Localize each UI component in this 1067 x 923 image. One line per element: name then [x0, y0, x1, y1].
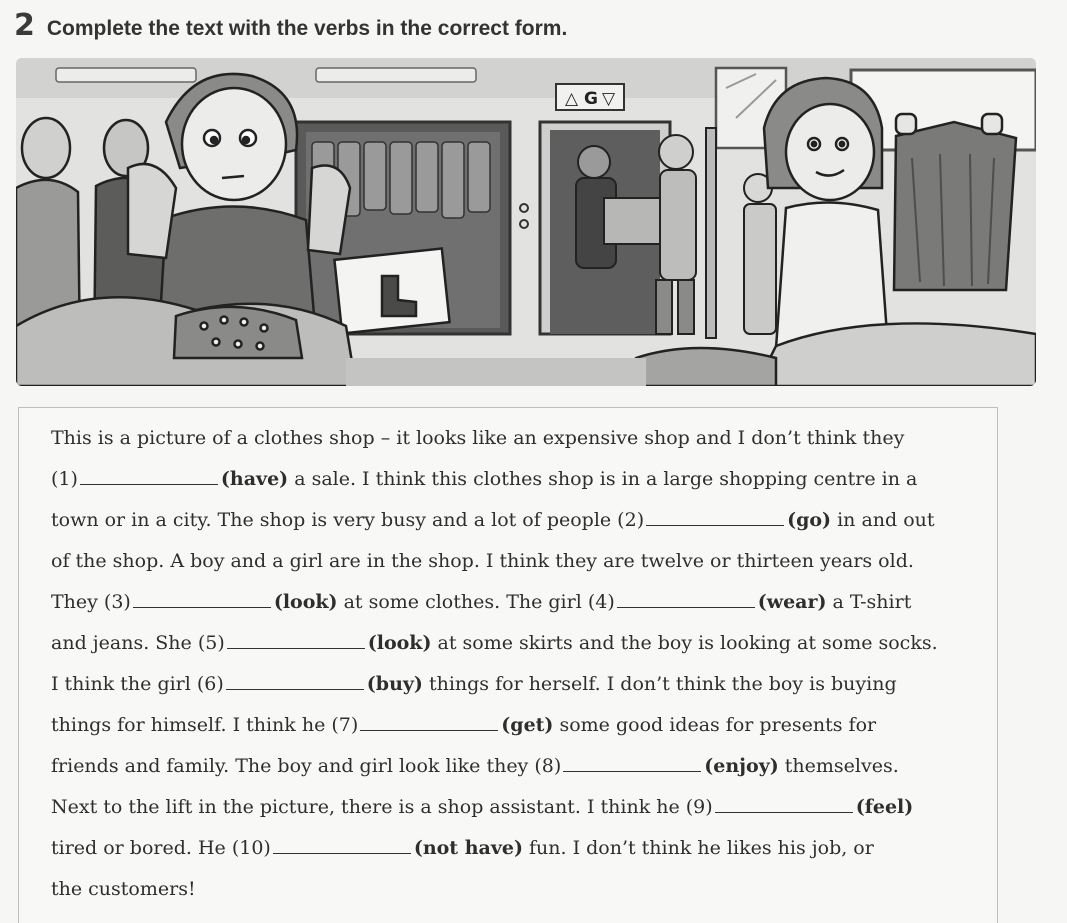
- passage-text: I think the girl (6): [51, 673, 224, 695]
- answer-blank-8[interactable]: [563, 770, 701, 772]
- answer-blank-1[interactable]: [80, 483, 218, 485]
- passage-text: things for herself. I don’t think the boy is buying: [422, 673, 897, 695]
- verb-prompt-8: (enjoy): [704, 755, 779, 777]
- passage-text: Next to the lift in the picture, there is a shop assistant. I think he (9): [51, 796, 713, 818]
- passage-line: [51, 582, 983, 623]
- lift-sign-down-icon: ▽: [602, 89, 616, 109]
- verb-prompt-2: (go): [787, 509, 832, 531]
- passage-text: the customers!: [51, 878, 196, 900]
- passage-text: a sale. I think this clothes shop is in a large shopping centre in a: [288, 468, 918, 490]
- passage-text: and jeans. She (5): [51, 632, 225, 654]
- passage-text: at some clothes. The girl (4): [337, 591, 615, 613]
- verb-prompt-9: (feel): [855, 796, 914, 818]
- passage-text: fun. I don’t think he likes his job, or: [522, 837, 874, 859]
- answer-blank-3[interactable]: [133, 606, 271, 608]
- passage-line: [51, 664, 983, 705]
- verb-prompt-7: (get): [501, 714, 554, 736]
- verb-prompt-6: (buy): [366, 673, 423, 695]
- lift-sign-floor: G: [584, 89, 598, 109]
- passage-box: [18, 407, 998, 923]
- passage-text: town or in a city. The shop is very busy and a lot of people (2): [51, 509, 645, 531]
- passage-text: friends and family. The boy and girl look like they (8): [51, 755, 562, 777]
- verb-prompt-10: (not have): [413, 837, 523, 859]
- exercise-number: 2: [14, 8, 35, 43]
- passage-line: [51, 705, 983, 746]
- passage-line: [51, 869, 983, 910]
- passage-line: [51, 541, 983, 582]
- answer-blank-5[interactable]: [227, 647, 365, 649]
- passage-line: [51, 418, 983, 459]
- passage-line: [51, 459, 983, 500]
- passage-text: things for himself. I think he (7): [51, 714, 359, 736]
- passage-line: [51, 746, 983, 787]
- passage-line: [51, 828, 983, 869]
- passage-line: [51, 500, 983, 541]
- passage-text: This is a picture of a clothes shop – it looks like an expensive shop and I don’t think they: [51, 427, 905, 449]
- clothes-shop-illustration: [16, 58, 1036, 386]
- passage-text: in and out: [831, 509, 935, 531]
- exercise-instruction: Complete the text with the verbs in the correct form.: [46, 17, 568, 40]
- passage-text: They (3): [51, 591, 131, 613]
- passage-text: of the shop. A boy and a girl are in the shop. I think they are twelve or thirteen years old.: [51, 550, 914, 572]
- passage-text: some good ideas for presents for: [553, 714, 877, 736]
- answer-blank-10[interactable]: [273, 852, 411, 854]
- verb-prompt-3: (look): [273, 591, 338, 613]
- passage-line: [51, 787, 983, 828]
- gap-number-1: (1): [51, 468, 78, 490]
- passage-text: themselves.: [778, 755, 899, 777]
- passage-text: at some skirts and the boy is looking at some socks.: [431, 632, 938, 654]
- passage-text: a T-shirt: [826, 591, 912, 613]
- passage-line: [51, 623, 983, 664]
- answer-blank-4[interactable]: [617, 606, 755, 608]
- answer-blank-9[interactable]: [715, 811, 853, 813]
- verb-prompt-1: (have): [220, 468, 289, 490]
- answer-blank-7[interactable]: [360, 729, 498, 731]
- exercise-heading: [14, 8, 567, 48]
- lift-sign-up-icon: △: [565, 89, 579, 109]
- clothes-shop-drawing: [16, 58, 1036, 386]
- answer-blank-6[interactable]: [226, 688, 364, 690]
- passage-text: tired or bored. He (10): [51, 837, 271, 859]
- verb-prompt-5: (look): [367, 632, 432, 654]
- verb-prompt-4: (wear): [757, 591, 827, 613]
- answer-blank-2[interactable]: [646, 524, 784, 526]
